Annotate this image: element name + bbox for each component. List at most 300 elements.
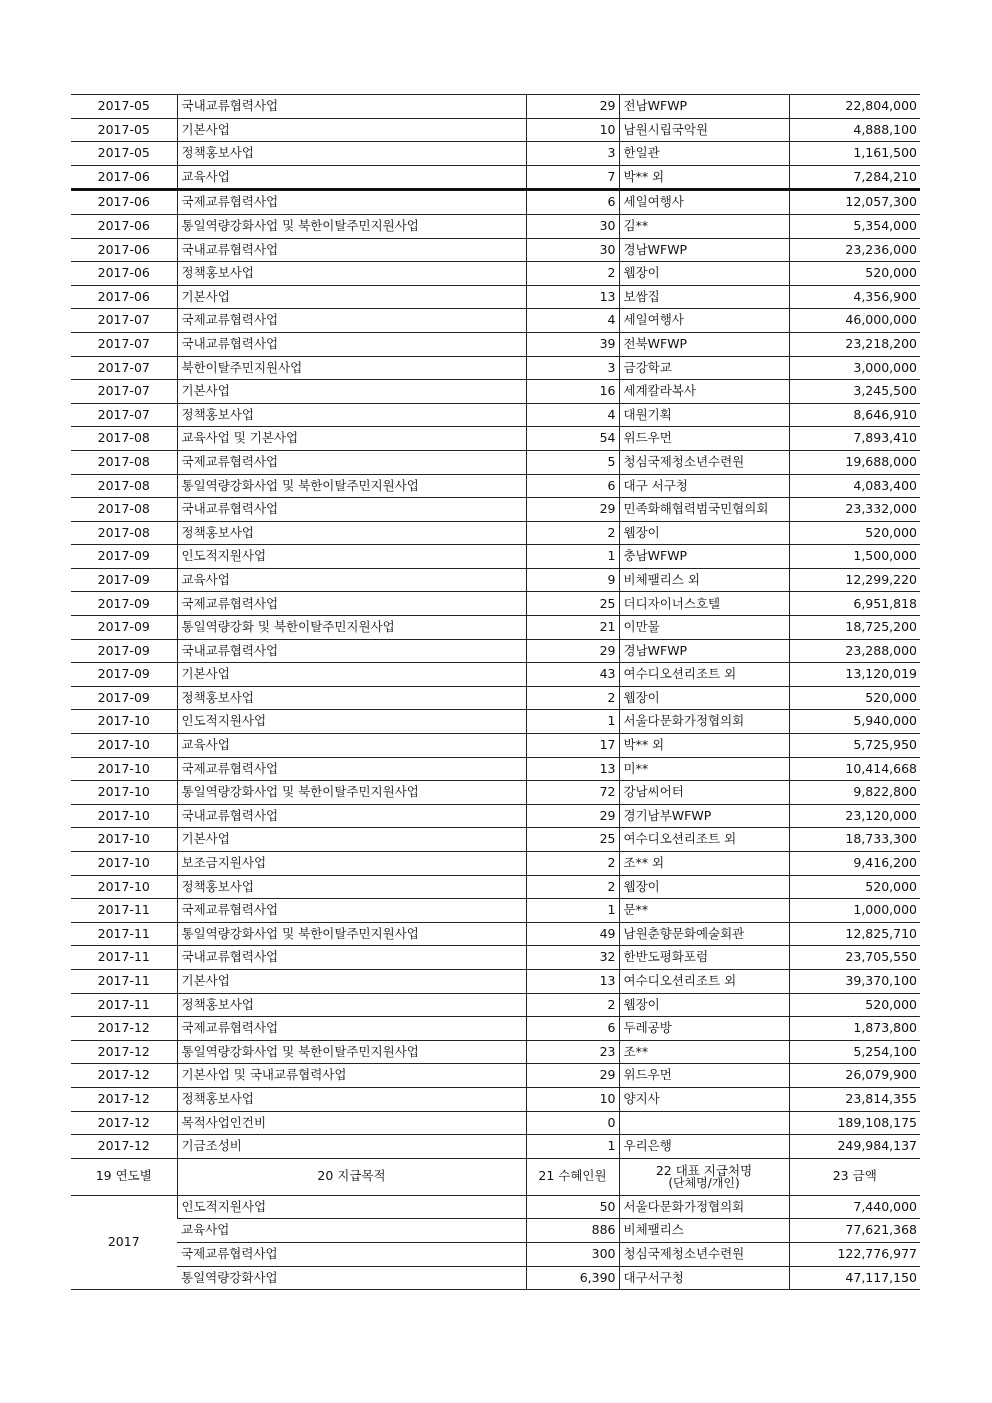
payee-cell: 대구서구청 xyxy=(619,1266,789,1290)
payee-cell: 웹장이 xyxy=(619,521,789,545)
yearly-row xyxy=(71,1242,920,1266)
table-row xyxy=(71,95,920,119)
payee-cell: 조** xyxy=(619,1040,789,1064)
table-row xyxy=(71,142,920,166)
date-cell: 2017-09 xyxy=(71,663,177,687)
purpose-cell: 국제교류협력사업 xyxy=(177,190,526,215)
count-cell: 3 xyxy=(526,142,619,166)
date-cell: 2017-12 xyxy=(71,1040,177,1064)
payee-cell xyxy=(619,1111,789,1135)
table-row xyxy=(71,380,920,404)
table-row xyxy=(71,1040,920,1064)
purpose-cell: 통일역량강화사업 및 북한이탈주민지원사업 xyxy=(177,214,526,238)
count-cell: 5 xyxy=(526,450,619,474)
payee-cell: 강남씨어터 xyxy=(619,781,789,805)
table-row xyxy=(71,922,920,946)
document-page xyxy=(71,94,920,1290)
table-row xyxy=(71,309,920,333)
payee-cell: 세계칼라복사 xyxy=(619,380,789,404)
table-row xyxy=(71,993,920,1017)
date-cell: 2017-09 xyxy=(71,639,177,663)
amount-cell: 3,245,500 xyxy=(789,380,920,404)
table-row xyxy=(71,332,920,356)
purpose-cell: 정책홍보사업 xyxy=(177,1087,526,1111)
payee-cell: 김** xyxy=(619,214,789,238)
table-row xyxy=(71,165,920,190)
count-cell: 25 xyxy=(526,592,619,616)
payee-cell: 조** 외 xyxy=(619,852,789,876)
table-row xyxy=(71,262,920,286)
amount-cell: 77,621,368 xyxy=(789,1219,920,1243)
payee-cell: 두레공방 xyxy=(619,1017,789,1041)
table-row xyxy=(71,1135,920,1159)
amount-cell: 23,236,000 xyxy=(789,238,920,262)
date-cell: 2017-10 xyxy=(71,875,177,899)
count-cell: 6 xyxy=(526,1017,619,1041)
table-row xyxy=(71,899,920,923)
purpose-cell: 통일역량강화사업 및 북한이탈주민지원사업 xyxy=(177,474,526,498)
amount-cell: 8,646,910 xyxy=(789,403,920,427)
table-row xyxy=(71,686,920,710)
count-cell: 6 xyxy=(526,474,619,498)
payee-cell: 대구 서구청 xyxy=(619,474,789,498)
table-row xyxy=(71,1017,920,1041)
amount-cell: 7,893,410 xyxy=(789,427,920,451)
date-cell: 2017-10 xyxy=(71,710,177,734)
purpose-cell: 교육사업 xyxy=(177,568,526,592)
amount-cell: 47,117,150 xyxy=(789,1266,920,1290)
amount-cell: 18,733,300 xyxy=(789,828,920,852)
date-cell: 2017-12 xyxy=(71,1135,177,1159)
amount-cell: 23,332,000 xyxy=(789,498,920,522)
amount-cell: 520,000 xyxy=(789,875,920,899)
count-cell: 21 xyxy=(526,616,619,640)
payee-cell: 세일여행사 xyxy=(619,309,789,333)
purpose-cell: 국제교류협력사업 xyxy=(177,899,526,923)
purpose-cell: 통일역량강화사업 xyxy=(177,1266,526,1290)
count-cell: 2 xyxy=(526,993,619,1017)
amount-cell: 10,414,668 xyxy=(789,757,920,781)
count-cell: 43 xyxy=(526,663,619,687)
amount-cell: 1,500,000 xyxy=(789,545,920,569)
yearly-summary xyxy=(71,1158,920,1289)
purpose-cell: 국제교류협력사업 xyxy=(177,1242,526,1266)
count-cell: 2 xyxy=(526,521,619,545)
purpose-cell: 기본사업 xyxy=(177,285,526,309)
amount-cell: 5,940,000 xyxy=(789,710,920,734)
payee-cell: 전남WFWP xyxy=(619,95,789,119)
table-row xyxy=(71,118,920,142)
date-cell: 2017-08 xyxy=(71,474,177,498)
year-cell: 2017 xyxy=(71,1195,177,1289)
table-row xyxy=(71,427,920,451)
purpose-cell: 정책홍보사업 xyxy=(177,142,526,166)
purpose-cell: 기본사업 xyxy=(177,118,526,142)
count-cell: 1 xyxy=(526,545,619,569)
date-cell: 2017-12 xyxy=(71,1111,177,1135)
count-cell: 54 xyxy=(526,427,619,451)
table-row xyxy=(71,521,920,545)
payee-cell: 미** xyxy=(619,757,789,781)
date-cell: 2017-11 xyxy=(71,993,177,1017)
purpose-cell: 정책홍보사업 xyxy=(177,993,526,1017)
table-row xyxy=(71,781,920,805)
payee-cell: 비체팰리스 외 xyxy=(619,568,789,592)
purpose-cell: 기본사업 xyxy=(177,380,526,404)
payee-cell: 한반도평화포럼 xyxy=(619,946,789,970)
amount-cell: 18,725,200 xyxy=(789,616,920,640)
amount-cell: 26,079,900 xyxy=(789,1064,920,1088)
date-cell: 2017-10 xyxy=(71,852,177,876)
header-payee-line2: (단체명/개인) xyxy=(668,1176,740,1191)
count-cell: 6 xyxy=(526,190,619,215)
purpose-cell: 정책홍보사업 xyxy=(177,262,526,286)
date-cell: 2017-05 xyxy=(71,142,177,166)
amount-cell: 4,356,900 xyxy=(789,285,920,309)
payee-cell: 웹장이 xyxy=(619,993,789,1017)
header-purpose: 20 지급목적 xyxy=(177,1158,526,1195)
date-cell: 2017-06 xyxy=(71,285,177,309)
table-row xyxy=(71,757,920,781)
table-row xyxy=(71,1064,920,1088)
amount-cell: 39,370,100 xyxy=(789,969,920,993)
purpose-cell: 정책홍보사업 xyxy=(177,521,526,545)
count-cell: 6,390 xyxy=(526,1266,619,1290)
header-payee-line1: 22 대표 지급처명 xyxy=(655,1163,753,1179)
count-cell: 39 xyxy=(526,332,619,356)
date-cell: 2017-08 xyxy=(71,521,177,545)
purpose-cell: 기본사업 및 국내교류협력사업 xyxy=(177,1064,526,1088)
payee-cell: 여수디오션리조트 외 xyxy=(619,969,789,993)
purpose-cell: 국제교류협력사업 xyxy=(177,592,526,616)
count-cell: 29 xyxy=(526,498,619,522)
amount-cell: 4,083,400 xyxy=(789,474,920,498)
amount-cell: 12,825,710 xyxy=(789,922,920,946)
date-cell: 2017-07 xyxy=(71,309,177,333)
date-cell: 2017-09 xyxy=(71,686,177,710)
purpose-cell: 국제교류협력사업 xyxy=(177,757,526,781)
purpose-cell: 국내교류협력사업 xyxy=(177,332,526,356)
count-cell: 50 xyxy=(526,1195,619,1219)
payee-cell: 청심국제청소년수련원 xyxy=(619,450,789,474)
purpose-cell: 교육사업 xyxy=(177,165,526,190)
payee-cell: 문** xyxy=(619,899,789,923)
amount-cell: 23,120,000 xyxy=(789,804,920,828)
count-cell: 2 xyxy=(526,262,619,286)
table-row xyxy=(71,1111,920,1135)
count-cell: 3 xyxy=(526,356,619,380)
payee-cell: 웹장이 xyxy=(619,875,789,899)
purpose-cell: 보조금지원사업 xyxy=(177,852,526,876)
date-cell: 2017-12 xyxy=(71,1064,177,1088)
table-row xyxy=(71,356,920,380)
count-cell: 4 xyxy=(526,403,619,427)
count-cell: 49 xyxy=(526,922,619,946)
purpose-cell: 인도적지원사업 xyxy=(177,1195,526,1219)
amount-cell: 9,416,200 xyxy=(789,852,920,876)
count-cell: 29 xyxy=(526,1064,619,1088)
amount-cell: 1,161,500 xyxy=(789,142,920,166)
payee-cell: 남원시립국악원 xyxy=(619,118,789,142)
table-row xyxy=(71,498,920,522)
date-cell: 2017-07 xyxy=(71,356,177,380)
count-cell: 29 xyxy=(526,804,619,828)
purpose-cell: 교육사업 xyxy=(177,734,526,758)
purpose-cell: 국내교류협력사업 xyxy=(177,498,526,522)
table-row xyxy=(71,616,920,640)
purpose-cell: 국내교류협력사업 xyxy=(177,946,526,970)
payee-cell: 서울다문화가정협의회 xyxy=(619,710,789,734)
purpose-cell: 정책홍보사업 xyxy=(177,686,526,710)
amount-cell: 189,108,175 xyxy=(789,1111,920,1135)
count-cell: 2 xyxy=(526,852,619,876)
amount-cell: 22,804,000 xyxy=(789,95,920,119)
count-cell: 1 xyxy=(526,1135,619,1159)
purpose-cell: 기본사업 xyxy=(177,969,526,993)
count-cell: 1 xyxy=(526,899,619,923)
date-cell: 2017-12 xyxy=(71,1017,177,1041)
count-cell: 1 xyxy=(526,710,619,734)
purpose-cell: 교육사업 및 기본사업 xyxy=(177,427,526,451)
date-cell: 2017-09 xyxy=(71,545,177,569)
table-row xyxy=(71,285,920,309)
payee-cell: 박** 외 xyxy=(619,734,789,758)
date-cell: 2017-07 xyxy=(71,403,177,427)
count-cell: 886 xyxy=(526,1219,619,1243)
purpose-cell: 교육사업 xyxy=(177,1219,526,1243)
date-cell: 2017-10 xyxy=(71,828,177,852)
date-cell: 2017-08 xyxy=(71,498,177,522)
date-cell: 2017-05 xyxy=(71,95,177,119)
table-row xyxy=(71,545,920,569)
purpose-cell: 북한이탈주민지원사업 xyxy=(177,356,526,380)
purpose-cell: 기본사업 xyxy=(177,828,526,852)
table-row xyxy=(71,710,920,734)
amount-cell: 6,951,818 xyxy=(789,592,920,616)
payee-cell: 서울다문화가정협의회 xyxy=(619,1195,789,1219)
date-cell: 2017-05 xyxy=(71,118,177,142)
amount-cell: 46,000,000 xyxy=(789,309,920,333)
amount-cell: 9,822,800 xyxy=(789,781,920,805)
payee-cell: 위드우먼 xyxy=(619,1064,789,1088)
table-row xyxy=(71,403,920,427)
count-cell: 16 xyxy=(526,380,619,404)
count-cell: 29 xyxy=(526,95,619,119)
payee-cell: 한일관 xyxy=(619,142,789,166)
count-cell: 32 xyxy=(526,946,619,970)
purpose-cell: 통일역량강화 및 북한이탈주민지원사업 xyxy=(177,616,526,640)
count-cell: 9 xyxy=(526,568,619,592)
date-cell: 2017-10 xyxy=(71,804,177,828)
date-cell: 2017-06 xyxy=(71,190,177,215)
purpose-cell: 국제교류협력사업 xyxy=(177,1017,526,1041)
payee-cell: 여수디오션리조트 외 xyxy=(619,663,789,687)
amount-cell: 23,288,000 xyxy=(789,639,920,663)
table-row xyxy=(71,474,920,498)
date-cell: 2017-07 xyxy=(71,332,177,356)
amount-cell: 23,705,550 xyxy=(789,946,920,970)
yearly-row xyxy=(71,1219,920,1243)
amount-cell: 249,984,137 xyxy=(789,1135,920,1159)
purpose-cell: 통일역량강화사업 및 북한이탈주민지원사업 xyxy=(177,1040,526,1064)
count-cell: 25 xyxy=(526,828,619,852)
date-cell: 2017-06 xyxy=(71,238,177,262)
amount-cell: 520,000 xyxy=(789,686,920,710)
payee-cell: 보쌈집 xyxy=(619,285,789,309)
payee-cell: 웹장이 xyxy=(619,262,789,286)
table-row xyxy=(71,875,920,899)
payee-cell: 이만물 xyxy=(619,616,789,640)
date-cell: 2017-08 xyxy=(71,427,177,451)
payee-cell: 대원기획 xyxy=(619,403,789,427)
date-cell: 2017-09 xyxy=(71,568,177,592)
purpose-cell: 통일역량강화사업 및 북한이탈주민지원사업 xyxy=(177,922,526,946)
table-row xyxy=(71,852,920,876)
amount-cell: 5,254,100 xyxy=(789,1040,920,1064)
count-cell: 2 xyxy=(526,875,619,899)
payee-cell: 세일여행사 xyxy=(619,190,789,215)
date-cell: 2017-06 xyxy=(71,214,177,238)
table-row xyxy=(71,663,920,687)
monthly-rows xyxy=(71,95,920,1159)
count-cell: 29 xyxy=(526,639,619,663)
payee-cell: 우리은행 xyxy=(619,1135,789,1159)
purpose-cell: 국내교류협력사업 xyxy=(177,238,526,262)
amount-cell: 122,776,977 xyxy=(789,1242,920,1266)
payee-cell: 경기남부WFWP xyxy=(619,804,789,828)
payee-cell: 박** 외 xyxy=(619,165,789,190)
payee-cell: 경남WFWP xyxy=(619,639,789,663)
amount-cell: 1,873,800 xyxy=(789,1017,920,1041)
purpose-cell: 목적사업인건비 xyxy=(177,1111,526,1135)
count-cell: 0 xyxy=(526,1111,619,1135)
count-cell: 13 xyxy=(526,757,619,781)
count-cell: 17 xyxy=(526,734,619,758)
table-row xyxy=(71,1087,920,1111)
date-cell: 2017-11 xyxy=(71,946,177,970)
payee-cell: 전북WFWP xyxy=(619,332,789,356)
payee-cell: 비체팰리스 xyxy=(619,1219,789,1243)
date-cell: 2017-11 xyxy=(71,899,177,923)
payee-cell: 충남WFWP xyxy=(619,545,789,569)
table-row xyxy=(71,969,920,993)
purpose-cell: 정책홍보사업 xyxy=(177,403,526,427)
payee-cell: 더디자이너스호텔 xyxy=(619,592,789,616)
count-cell: 13 xyxy=(526,969,619,993)
header-count: 21 수혜인원 xyxy=(526,1158,619,1195)
amount-cell: 7,440,000 xyxy=(789,1195,920,1219)
amount-cell: 23,814,355 xyxy=(789,1087,920,1111)
payee-cell: 웹장이 xyxy=(619,686,789,710)
table-row xyxy=(71,828,920,852)
amount-cell: 19,688,000 xyxy=(789,450,920,474)
header-payee xyxy=(619,1158,789,1195)
count-cell: 2 xyxy=(526,686,619,710)
amount-cell: 12,057,300 xyxy=(789,190,920,215)
date-cell: 2017-07 xyxy=(71,380,177,404)
count-cell: 30 xyxy=(526,238,619,262)
date-cell: 2017-09 xyxy=(71,592,177,616)
amount-cell: 5,354,000 xyxy=(789,214,920,238)
date-cell: 2017-06 xyxy=(71,262,177,286)
table-row xyxy=(71,238,920,262)
table-row xyxy=(71,946,920,970)
amount-cell: 4,888,100 xyxy=(789,118,920,142)
date-cell: 2017-10 xyxy=(71,757,177,781)
yearly-row xyxy=(71,1195,920,1219)
payee-cell: 청심국제청소년수련원 xyxy=(619,1242,789,1266)
payee-cell: 양지사 xyxy=(619,1087,789,1111)
purpose-cell: 국내교류협력사업 xyxy=(177,804,526,828)
date-cell: 2017-11 xyxy=(71,969,177,993)
purpose-cell: 기본사업 xyxy=(177,663,526,687)
amount-cell: 3,000,000 xyxy=(789,356,920,380)
count-cell: 7 xyxy=(526,165,619,190)
payee-cell: 여수디오션리조트 외 xyxy=(619,828,789,852)
date-cell: 2017-12 xyxy=(71,1087,177,1111)
payee-cell: 경남WFWP xyxy=(619,238,789,262)
table-row xyxy=(71,804,920,828)
purpose-cell: 인도적지원사업 xyxy=(177,710,526,734)
table-row xyxy=(71,592,920,616)
count-cell: 30 xyxy=(526,214,619,238)
count-cell: 4 xyxy=(526,309,619,333)
yearly-header-row xyxy=(71,1158,920,1195)
table-row xyxy=(71,568,920,592)
purpose-cell: 인도적지원사업 xyxy=(177,545,526,569)
amount-cell: 520,000 xyxy=(789,993,920,1017)
amount-cell: 13,120,019 xyxy=(789,663,920,687)
date-cell: 2017-10 xyxy=(71,781,177,805)
payee-cell: 남원춘향문화예술회관 xyxy=(619,922,789,946)
purpose-cell: 국내교류협력사업 xyxy=(177,95,526,119)
count-cell: 10 xyxy=(526,1087,619,1111)
amount-cell: 1,000,000 xyxy=(789,899,920,923)
amount-cell: 12,299,220 xyxy=(789,568,920,592)
date-cell: 2017-06 xyxy=(71,165,177,190)
purpose-cell: 국내교류협력사업 xyxy=(177,639,526,663)
amount-cell: 23,218,200 xyxy=(789,332,920,356)
count-cell: 300 xyxy=(526,1242,619,1266)
purpose-cell: 기금조성비 xyxy=(177,1135,526,1159)
date-cell: 2017-09 xyxy=(71,616,177,640)
table-row xyxy=(71,734,920,758)
header-amount: 23 금액 xyxy=(789,1158,920,1195)
count-cell: 10 xyxy=(526,118,619,142)
date-cell: 2017-11 xyxy=(71,922,177,946)
count-cell: 23 xyxy=(526,1040,619,1064)
count-cell: 72 xyxy=(526,781,619,805)
header-year: 19 연도별 xyxy=(71,1158,177,1195)
table-row xyxy=(71,639,920,663)
purpose-cell: 국제교류협력사업 xyxy=(177,450,526,474)
payee-cell: 위드우먼 xyxy=(619,427,789,451)
amount-cell: 520,000 xyxy=(789,262,920,286)
table-row xyxy=(71,450,920,474)
purpose-cell: 국제교류협력사업 xyxy=(177,309,526,333)
purpose-cell: 정책홍보사업 xyxy=(177,875,526,899)
amount-cell: 5,725,950 xyxy=(789,734,920,758)
amount-cell: 7,284,210 xyxy=(789,165,920,190)
count-cell: 13 xyxy=(526,285,619,309)
date-cell: 2017-10 xyxy=(71,734,177,758)
table-row xyxy=(71,190,920,215)
table-row xyxy=(71,214,920,238)
disbursement-table xyxy=(71,94,920,1290)
amount-cell: 520,000 xyxy=(789,521,920,545)
purpose-cell: 통일역량강화사업 및 북한이탈주민지원사업 xyxy=(177,781,526,805)
yearly-row xyxy=(71,1266,920,1290)
